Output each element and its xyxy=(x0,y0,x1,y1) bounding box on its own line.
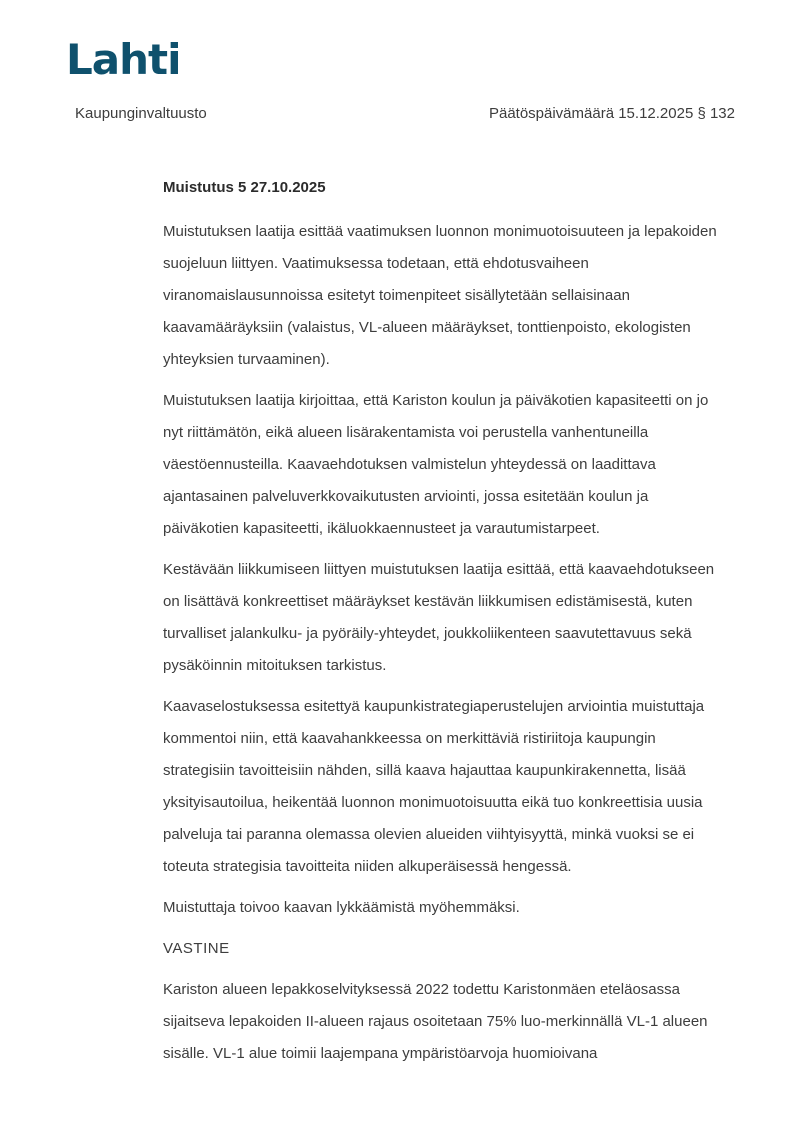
header-left-label: Kaupunginvaltuusto xyxy=(75,105,207,122)
document-body xyxy=(163,172,720,1079)
paragraph-response: Kariston alueen lepakkoselvityksessä 2022 todettu Karistonmäen eteläosassa sijaitseva lepakoiden II-alueen rajaus osoitetaan 75% luo-merkinnällä VL-1 alueen sisälle. VL-1 alue toimii laajempana ympäristöarvoja huomioivana xyxy=(163,981,708,1062)
header-right-decision-date: Päätöspäivämäärä 15.12.2025 § 132 xyxy=(488,105,735,122)
page-header xyxy=(75,105,735,122)
paragraph-postponement-wish: Muistuttaja toivoo kaavan lykkäämistä myöhemmäksi. xyxy=(163,899,520,916)
lahti-logo: Lahti xyxy=(66,35,181,84)
paragraph-school-capacity: Muistutuksen laatija kirjoittaa, että Kariston koulun ja päiväkotien kapasiteetti on jo nyt riittämätön, eikä alueen lisärakentamista voi perustella vanhentuneilla väestöennusteilla. Kaavaehdotuksen valmistelun yhteydessä on laadittava ajantasainen palveluverkkovaikutusten arviointi, jossa esitetään koulun ja päiväkotien kapasiteetti, ikäluokkaennusteet ja varautumistarpeet. xyxy=(163,392,709,537)
paragraph-sustainable-mobility: Kestävään liikkumiseen liittyen muistutuksen laatija esittää, että kaavaehdotukseen on lisättävä konkreettiset määräykset kestävän liikkumisen edistämisestä, kuten turvalliset jalankulku- ja pyöräily-yhteydet, joukkoliikenteen saavutettavuus sekä pysäköinnin mitoituksen tarkistus. xyxy=(163,561,715,674)
document-heading: Muistutus 5 27.10.2025 xyxy=(163,179,326,196)
section-heading-vastine: VASTINE xyxy=(163,940,230,957)
paragraph-objection-nature: Muistutuksen laatija esittää vaatimuksen luonnon monimuotoisuuteen ja lepakoiden suojeluun liittyen. Vaatimuksessa todetaan, että ehdotusvaiheen viranomaislausunnoissa esitetyt toimenpiteet sisällytetään sellaisinaan kaavamääräyksiin (valaistus, VL-alueen määräykset, tonttienpoisto, ekologisten yhteyksien turvaaminen). xyxy=(163,223,717,368)
paragraph-city-strategy: Kaavaselostuksessa esitettyä kaupunkistrategiaperustelujen arviointia muistuttaja kommentoi niin, että kaavahankkeessa on merkittäviä ristiriitoja kaupungin strategisiin tavoitteisiin nähden, sillä kaava hajauttaa kaupunkirakennetta, lisää yksityisautoilua, heikentää luonnon monimuotoisuutta eikä tuo konkreettisia uusia palveluja tai paranna olemassa olevien alueiden viihtyisyyttä, minkä vuoksi se ei toteuta strategisia tavoitteita niiden alkuperäisessä hengessä. xyxy=(163,698,705,875)
